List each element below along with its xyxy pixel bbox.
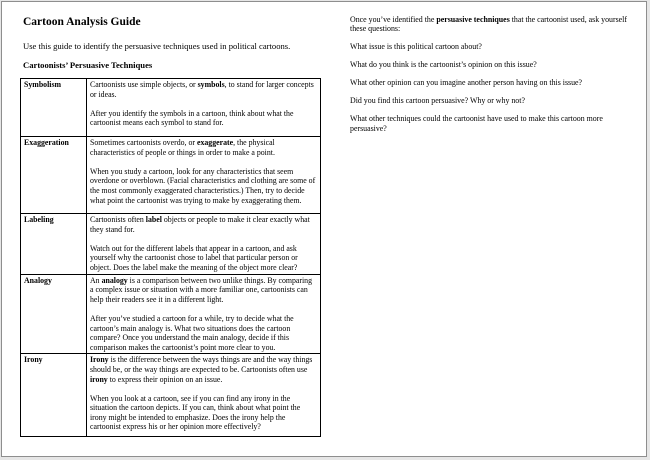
techniques-table <box>20 78 321 437</box>
description-analogy <box>87 274 321 354</box>
questions-section <box>350 15 635 142</box>
keyword: analogy <box>101 275 128 285</box>
keyword: label <box>145 215 162 224</box>
term-labeling: Labeling <box>21 214 87 275</box>
description-irony <box>87 354 321 437</box>
text: objects or people to make it clear exactly what they stand for. <box>90 215 310 234</box>
intro-text: Use this guide to identify the persuasive techniques used in political cartoons. <box>23 41 291 51</box>
description-symbolism <box>87 79 321 137</box>
question-item: What do you think is the cartoonist’s opinion on this issue? <box>350 60 537 70</box>
keyword: persuasive techniques <box>436 15 510 24</box>
text: Watch out for the different labels that appear in a cartoon, and ask yourself why the cartoonist chose to label that particular person or object. Does the label make the meaning of the object more clear? <box>90 243 298 272</box>
description-exaggeration <box>87 137 321 214</box>
text: When you study a cartoon, look for any characteristics that seem overdone or overblown. (Facial characteristics and clothing are some of the most commonly exaggerated characteristics.) Then, try to decide what point the cartoonist was trying to make by exaggerating them. <box>90 166 316 205</box>
keyword: irony <box>90 374 108 384</box>
text: that the cartoonist used, ask yourself these questions: <box>350 15 628 34</box>
text: is a comparison between two unlike things. By comparing a complex issue or situation with a more familiar one, cartoonists can help their readers see it in a different light. <box>90 275 313 304</box>
keyword: symbols <box>197 80 225 89</box>
question-item: Did you find this cartoon persuasive? Why or why not? <box>350 96 525 106</box>
term-exaggeration: Exaggeration <box>21 137 87 214</box>
text: After you’ve studied a cartoon for a while, try to decide what the cartoon’s main analogy is. What two situations does the cartoon compare? Once you understand the main analogy, decide if this comparison makes the cartoonist’s point more clear to you. <box>90 313 294 352</box>
document-page <box>1 1 647 457</box>
term-analogy: Analogy <box>21 274 87 354</box>
text: , the physical characteristics of people or things in order to make a point. <box>90 138 275 157</box>
table-row <box>21 79 321 137</box>
text: Sometimes cartoonists overdo, or <box>90 138 197 147</box>
text: An <box>90 275 102 285</box>
question-item: What other techniques could the cartoonist have used to make this cartoon more persuasive? <box>350 114 603 133</box>
keyword: Irony <box>90 355 109 365</box>
text: Cartoonists use simple objects, or <box>90 80 198 89</box>
keyword: exaggerate <box>196 138 234 147</box>
page-title: Cartoon Analysis Guide <box>23 16 141 28</box>
table-row <box>21 354 321 437</box>
questions-lead <box>350 15 635 34</box>
table-row <box>21 214 321 275</box>
text: , to stand for larger concepts or ideas. <box>90 80 314 99</box>
text: Cartoonists often <box>90 215 146 224</box>
table-title: Cartoonists’ Persuasive Techniques <box>23 60 153 70</box>
table-row <box>21 274 321 354</box>
text: Once you’ve identified the <box>350 15 437 24</box>
question-item: What other opinion can you imagine another person having on this issue? <box>350 78 583 88</box>
text: When you look at a cartoon, see if you can find any irony in the situation the cartoon depicts. If you can, think about what point the irony might be intended to emphasize. Does the irony help the cartoonist express his or her opinion more effectively? <box>90 393 301 432</box>
text: to express their opinion on an issue. <box>107 374 223 384</box>
description-labeling <box>87 214 321 275</box>
question-item: What issue is this political cartoon about? <box>350 42 482 52</box>
text: After you identify the symbols in a cartoon, think about what the cartoonist means each symbol to stand for. <box>90 108 294 128</box>
term-symbolism: Symbolism <box>21 79 87 137</box>
term-irony: Irony <box>21 354 87 437</box>
text: is the difference between the ways things are and the way things should be, or the way things are expected to be. Cartoonists often use <box>90 355 313 374</box>
table-row <box>21 137 321 214</box>
